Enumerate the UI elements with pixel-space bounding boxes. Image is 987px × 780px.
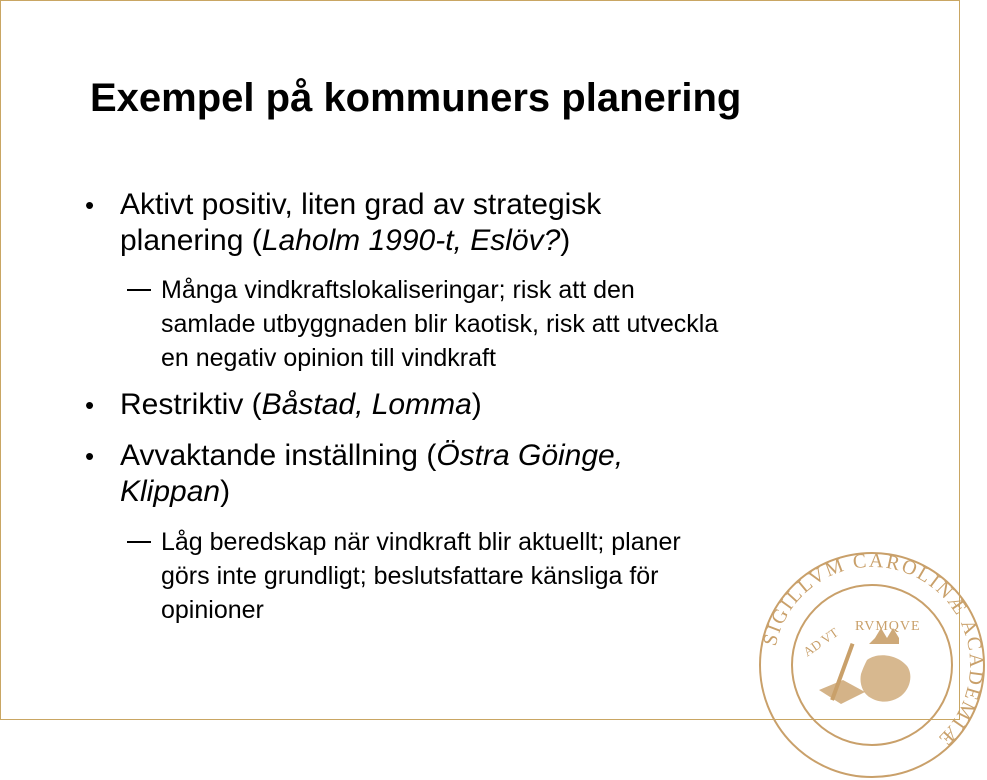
svg-text:SIGILLVM CAROLINÆ ACADEMIÆ: SIGILLVM CAROLINÆ ACADEMIÆ: [759, 550, 987, 751]
sub-bullet-3-line-2: görs inte grundligt; beslutsfattare känsliga för: [161, 562, 659, 590]
university-seal-logo: [757, 550, 987, 780]
sub-bullet-1-line-2: samlade utbyggnaden blir kaotisk, risk att utveckla: [161, 310, 719, 338]
svg-text:RVMQVE: RVMQVE: [855, 619, 921, 634]
bullet-3-line-2: Klippan): [120, 475, 231, 508]
sub-bullet-1-line-3: en negativ opinion till vindkraft: [161, 344, 496, 372]
sub-bullet-3-line-1: Låg beredskap när vindkraft blir aktuellt; planer: [161, 528, 681, 556]
bullet-dot: •: [85, 441, 95, 471]
bullet-3-line-1: Avvaktande inställning (Östra Göinge,: [120, 439, 624, 472]
sub-bullet-3-line-3: opinioner: [161, 596, 264, 624]
bullet-1-line-2: planering (Laholm 1990-t, Eslöv?): [120, 224, 571, 257]
sub-bullet-dash: [127, 289, 151, 291]
bullet-2-line-1: Restriktiv (Båstad, Lomma): [120, 388, 482, 421]
sub-bullet-1-line-1: Många vindkraftslokaliseringar; risk att den: [161, 276, 635, 304]
bullet-dot: •: [85, 390, 95, 420]
sub-bullet-dash: [127, 541, 151, 543]
svg-text:AD VT: AD VT: [800, 624, 841, 660]
bullet-dot: •: [85, 190, 95, 220]
slide-title: Exempel på kommuners planering: [90, 76, 742, 120]
bullet-1-line-1: Aktivt positiv, liten grad av strategisk: [120, 188, 602, 221]
